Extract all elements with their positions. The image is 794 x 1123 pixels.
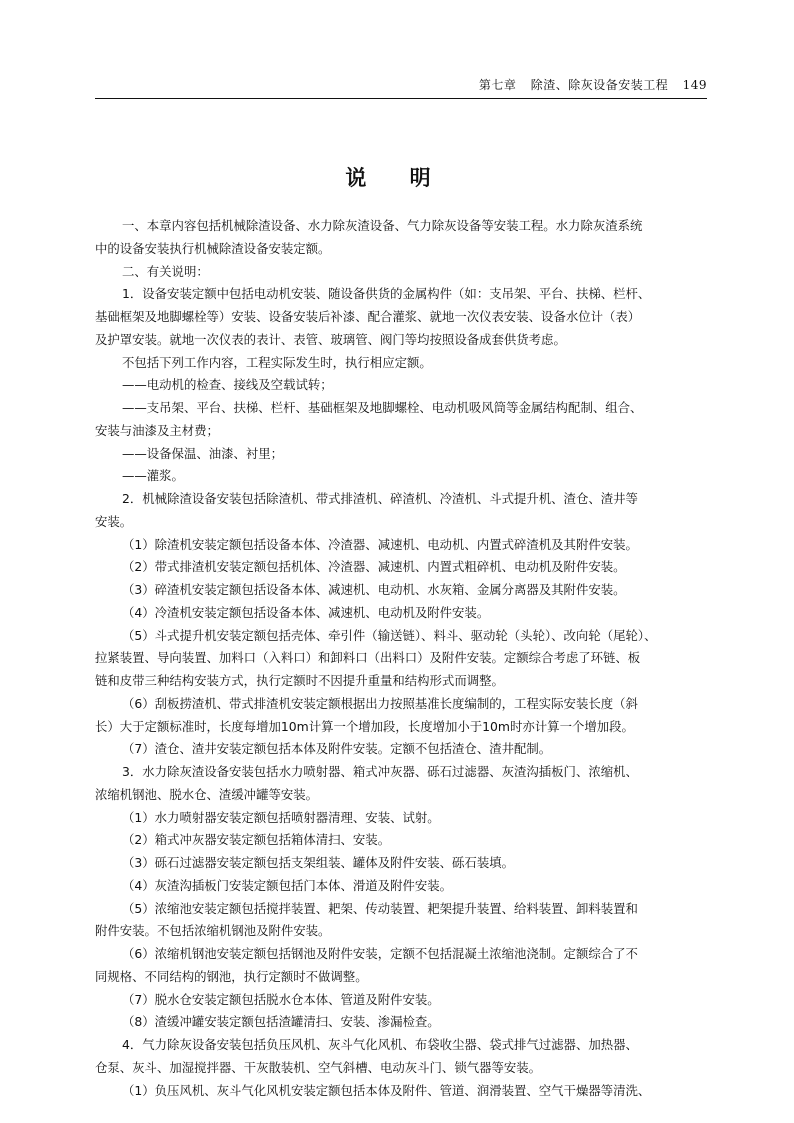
text-line: ——支吊架、平台、扶梯、栏杆、基础框架及地脚螺栓、电动机吸风筒等金属结构配制、组合、: [122, 400, 643, 415]
text-line: 仓泵、灰斗、加湿搅拌器、干灰散装机、空气斜槽、电动灰斗门、锁气器等安装。: [95, 1059, 542, 1075]
text-line: （1）水力喷射器安装定额包括喷射器清理、安装、试射。: [122, 809, 440, 825]
text-line: （1）除渣机安装定额包括设备本体、冷渣器、减速机、电动机、内置式碎渣机及其附件安装。: [122, 536, 638, 552]
text-line: （7）渣仓、渣井安装定额包括本体及附件安装。定额不包括渣仓、渣井配制。: [122, 741, 552, 757]
text-line: （7）脱水仓安装定额包括脱水仓本体、管道及附件安装。: [122, 991, 440, 1007]
chapter-section-title: 除渣、除灰设备安装工程: [530, 78, 669, 92]
text-line: 附件安装。不包括浓缩机钢池及附件安装。: [95, 923, 331, 939]
text-line: 链和皮带三种结构安装方式，执行定额时不因提升重量和结构形式而调整。: [95, 673, 504, 688]
text-line: 同规格、不同结构的钢池，执行定额时不做调整。: [95, 968, 368, 984]
text-line: 拉紧装置、导向装置、加料口（入料口）和卸料口（出料口）及附件安装。定额综合考虑了环链、板: [95, 650, 641, 666]
text-line: （6）刮板捞渣机、带式排渣机安装定额根据出力按照基准长度编制的，工程实际安装长度（斜: [122, 695, 638, 711]
running-header: [95, 76, 707, 93]
text-line: （8）渣缓冲罐安装定额包括渣罐清扫、安装、渗漏检查。: [122, 1014, 440, 1030]
text-line: 基础框架及地脚螺栓等）安装、设备安装后补漆、配合灌浆、就地一次仪表安装、设备水位计（表）: [95, 309, 641, 324]
text-line: 浓缩机钢池、脱水仓、渣缓冲罐等安装。: [95, 786, 319, 802]
text-line: （3）碎渣机安装定额包括设备本体、减速机、电动机、水灰箱、金属分离器及其附件安装。: [122, 582, 626, 597]
text-line: （2）箱式冲灰器安装定额包括箱体清扫、安装。: [122, 832, 391, 848]
header-rule: [95, 98, 707, 99]
text-line: 一、本章内容包括机械除渣设备、水力除灰渣设备、气力除灰设备等安装工程。水力除灰渣系统: [122, 218, 643, 233]
text-line: ——电动机的检查、接线及空载试转；: [122, 377, 333, 393]
text-line: 二、有关说明：: [122, 263, 209, 279]
text-line: （1）负压风机、灰斗气化风机安装定额包括本体及附件、管道、润滑装置、空气干燥器等清洗、: [122, 1082, 651, 1098]
text-line: （4）灰渣沟插板门安装定额包括门本体、滑道及附件安装。: [122, 877, 453, 893]
text-line: 及护罩安装。就地一次仪表的表计、表管、玻璃管、阀门等均按照设备成套供货考虑。: [95, 331, 566, 347]
text-line: 中的设备安装执行机械除渣设备安装定额。: [95, 240, 331, 256]
text-line: 1．设备安装定额中包括电动机安装、随设备供货的金属构件（如：支吊架、平台、扶梯、栏杆、: [122, 286, 651, 302]
text-line: （5）浓缩池安装定额包括搅拌装置、耙架、传动装置、耙架提升装置、给料装置、卸料装置和: [122, 900, 638, 916]
text-line: 安装。: [95, 513, 133, 529]
body-text: [95, 215, 707, 1102]
text-line: 不包括下列工作内容，工程实际发生时，执行相应定额。: [122, 354, 432, 370]
text-line: 2．机械除渣设备安装包括除渣机、带式排渣机、碎渣机、冷渣机、斗式提升机、渣仓、渣井等: [122, 491, 638, 506]
text-line: （2）带式排渣机安装定额包括机体、冷渣器、减速机、内置式粗碎机、电动机及附件安装。: [122, 559, 626, 575]
text-line: （4）冷渣机安装定额包括设备本体、减速机、电动机及附件安装。: [122, 604, 490, 620]
text-line: 安装与油漆及主材费；: [95, 422, 219, 438]
text-line: ——设备保温、油漆、衬里；: [122, 445, 284, 461]
text-line: ——灌浆。: [122, 468, 184, 484]
page-title: 说 明: [345, 166, 449, 190]
text-line: 4．气力除灰设备安装包括负压风机、灰斗气化风机、布袋收尘器、袋式排气过滤器、加热器、: [122, 1037, 638, 1052]
page-number: 149: [682, 78, 707, 92]
text-line: （6）浓缩机钢池安装定额包括钢池及附件安装，定额不包括混凝土浓缩池浇制。定额综合了不: [122, 946, 638, 961]
text-line: 3．水力除灰渣设备安装包括水力喷射器、箱式冲灰器、砾石过滤器、灰渣沟插板门、浓缩机、: [122, 764, 638, 779]
text-line: 长）大于定额标准时，长度每增加10m计算一个增加段，长度增加小于10m时亦计算一个增加段。: [95, 718, 634, 734]
text-line: （5）斗式提升机安装定额包括壳体、牵引件（输送链）、料斗、驱动轮（头轮）、改向轮（尾轮）、: [122, 627, 657, 643]
text-line: （3）砾石过滤器安装定额包括支架组装、罐体及附件安装、砾石装填。: [122, 855, 514, 870]
chapter-label: 第七章: [478, 78, 517, 92]
